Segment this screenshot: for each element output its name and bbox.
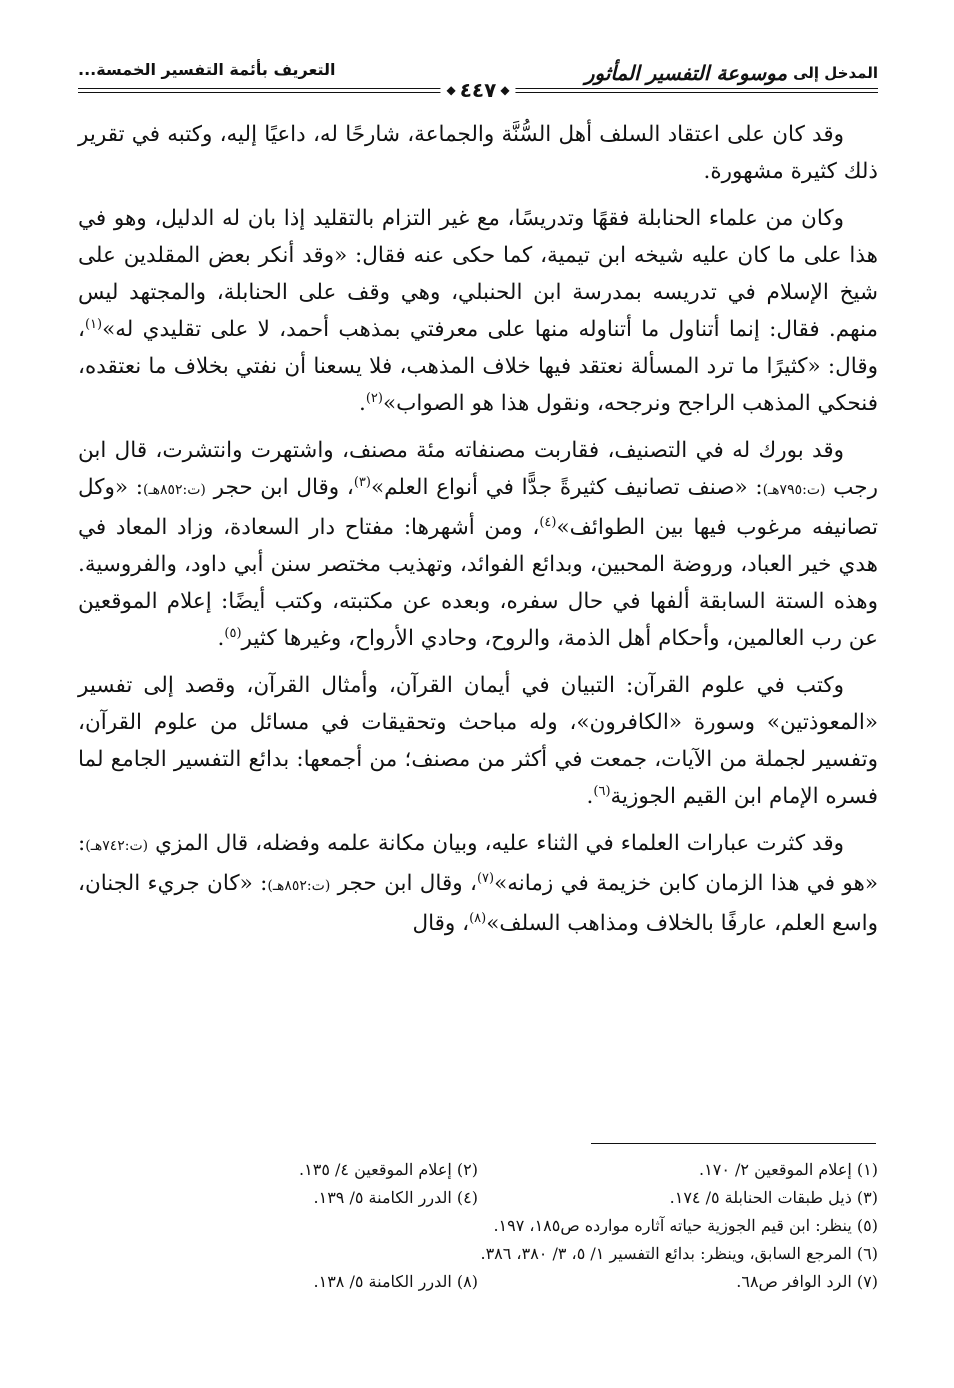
paragraph-5 bbox=[78, 825, 878, 942]
footnote-7: (٧) الرد الوافر ص٦٨. bbox=[736, 1272, 878, 1291]
footnote-row bbox=[78, 1156, 878, 1184]
footnote-ref[interactable]: (٨) bbox=[469, 910, 487, 926]
text-run: : «وكل تصانيفه مرغوب فيها بين الطوائف» bbox=[78, 475, 878, 540]
text-run: . bbox=[217, 626, 225, 651]
running-header bbox=[78, 48, 878, 108]
text-run: ، وقال ابن حجر bbox=[213, 475, 354, 500]
death-date: (ت:٧٩٥هـ) bbox=[762, 482, 826, 498]
footnote-ref[interactable]: (٢) bbox=[365, 390, 383, 406]
footnote-ref[interactable]: (٧) bbox=[476, 870, 495, 886]
footnote-ref[interactable]: (٣) bbox=[353, 474, 371, 490]
text-run: وقد بورك له في التصنيف، فقاربت مصنفاته مئة مصنف، واشتهرت وانتشرت، قال ابن رجب bbox=[78, 438, 878, 500]
series-title-block bbox=[585, 58, 878, 88]
page-number-block bbox=[440, 78, 515, 102]
text-run: وكان من علماء الحنابلة فقهًا وتدريسًا، مع غير التزام بالتقليد إذا بان له الدليل، وهو في هذا على ما كان عليه شيخه ابن تيمية، كما حكى عنه فقال: «وقد أنكر بعض المقلدين على شيخ الإسلام في تدريسه بمدرسة ابن الحنبلي، وهي وقف على الحنابلة، والمجتهد ليس منهم. فقال: إنما أتناول ما أتناوله منها على معرفتي بمذهب أحمد، لا على تقليدي له» bbox=[78, 206, 878, 342]
text-run: ، وقال bbox=[412, 911, 470, 936]
footnote-row bbox=[78, 1184, 878, 1212]
footnote-5: (٥) ينظر: ابن قيم الجوزية حياته آثاره موارده ص١٨٥، ١٩٧. bbox=[493, 1216, 878, 1235]
footnote-ref[interactable]: (٤) bbox=[539, 514, 557, 530]
paragraph-4 bbox=[78, 667, 878, 815]
ornament-icon: ◆ bbox=[500, 83, 510, 97]
text-run: وكتب في علوم القرآن: التبيان في أيمان القرآن، وأمثال القرآن، وقصد إلى تفسير «المعوذتين» وسورة «الكافرون»، وله مباحث وتحقيقات في مسائل من علوم القرآن، وتفسير لجملة من الآيات، جمعت في أكثر من مصنف؛ من أجمعها: بدائع التفسير الجامع لما فسره الإمام ابن القيم الجوزية bbox=[78, 673, 878, 809]
death-date: (ت:٧٤٢هـ) bbox=[85, 838, 149, 854]
paragraph-1: وقد كان على اعتقاد السلف أهل السُّنَّة والجماعة، شارحًا له، داعيًا إليه، وكتبه في تقرير ذلك كثيرة مشهورة. bbox=[78, 122, 878, 184]
text-run: وقد كثرت عبارات العلماء في الثناء عليه، وبيان مكانة علمه وفضله، قال المزي bbox=[155, 831, 844, 856]
page-number: ٤٤٧ bbox=[459, 78, 497, 102]
death-date: (ت:٨٥٢هـ) bbox=[143, 482, 206, 498]
footnote-row bbox=[78, 1268, 878, 1296]
section-title: التعريف بأئمة التفسير الخمسة... bbox=[78, 60, 336, 79]
main-text bbox=[78, 116, 878, 952]
footnote-4: (٤) الدرر الكامنة ٥/ ١٣٩. bbox=[313, 1188, 478, 1207]
madkhal-label: المدخل إلى bbox=[793, 64, 878, 82]
footnote-ref[interactable]: (٥) bbox=[224, 625, 242, 641]
footnote-8: (٨) الدرر الكامنة ٥/ ١٣٨. bbox=[313, 1272, 478, 1291]
text-run: : «كان جريء الجنان، واسع العلم، عارفًا بالخلاف ومذاهب السلف» bbox=[78, 871, 878, 936]
paragraph-3 bbox=[78, 432, 878, 657]
footnote-2: (٢) إعلام الموقعين ٤/ ١٣٥. bbox=[299, 1160, 478, 1179]
text-run: . bbox=[586, 784, 594, 809]
text-run: ، ومن أشهرها: مفتاح دار السعادة، وزاد المعاد في هدي خير العباد، وروضة المحبين، وبدائع الفوائد، وتهذيب مختصر سنن أبي داود، والفروسية. وهذه الستة السابقة ألفها في حال سفره، وبعده عن مكتبته، وكتب أيضًا: إعلام الموقعين عن رب العالمين، وأحكام أهل الذمة، والروح، وحادي الأرواح، وغيرها كثير bbox=[78, 515, 878, 651]
death-date: (ت:٨٥٢هـ) bbox=[267, 878, 331, 894]
series-title: موسوعة التفسير المأثور bbox=[584, 61, 788, 85]
footnote-1: (١) إعلام الموقعين ٢/ ١٧٠. bbox=[699, 1160, 878, 1179]
footnotes bbox=[78, 1156, 878, 1296]
text-run: ، وقال: «كثيرًا ما ترد المسألة نعتقد فيها خلاف المذهب، فلا يسعنا أن نفتي بخلاف ما نعتقده، فنحكي المذهب الراجح ونرجحه، ونقول هذا هو الصواب» bbox=[78, 317, 878, 416]
text-run: ، وقال ابن حجر bbox=[337, 871, 477, 896]
footnote-ref[interactable]: (١) bbox=[84, 316, 103, 332]
footnote-ref[interactable]: (٦) bbox=[593, 783, 611, 799]
paragraph-2 bbox=[78, 200, 878, 422]
text-run: : «صنف تصانيف كثيرةً جدًّا في أنواع العلم» bbox=[370, 475, 763, 500]
text-run: . bbox=[359, 391, 366, 416]
footnote-3: (٣) ذيل طبقات الحنابلة ٥/ ١٧٤. bbox=[669, 1188, 878, 1207]
ornament-icon: ◆ bbox=[446, 83, 456, 97]
footnote-6: (٦) المرجع السابق، وينظر: بدائع التفسير ١/ ٥، ٣/ ٣٨٠، ٣٨٦. bbox=[480, 1244, 878, 1263]
text-run: : «هو في هذا الزمان كابن خزيمة في زمانه» bbox=[78, 831, 878, 896]
footnote-separator bbox=[591, 1143, 876, 1144]
